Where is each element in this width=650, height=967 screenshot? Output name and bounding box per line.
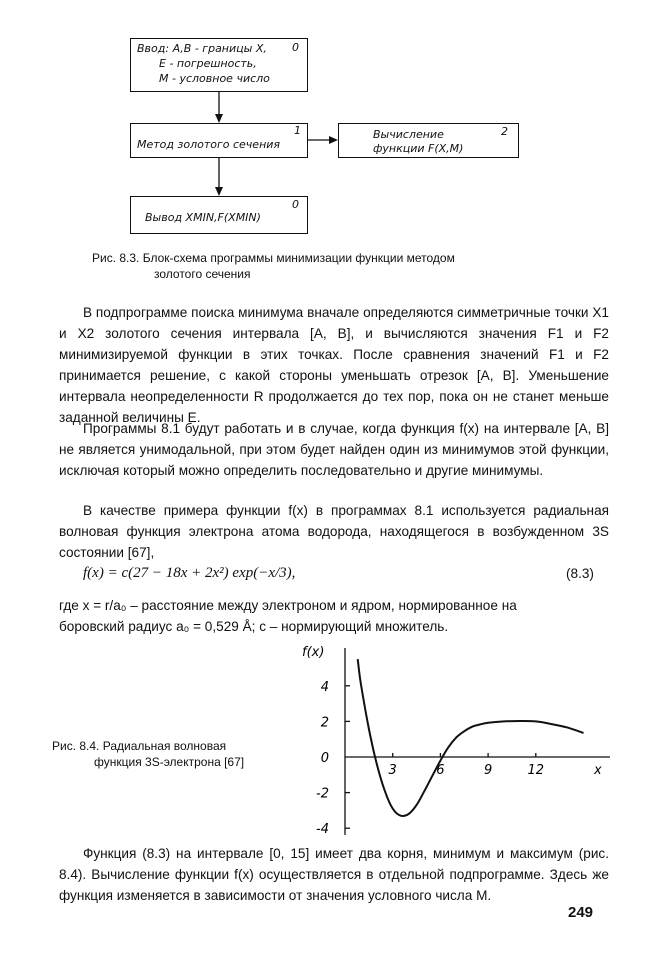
y-tick-label: 0 [320,751,329,766]
y-axis-label: f(x) [302,645,325,660]
flowchart-arrows [0,0,650,260]
fig84-caption-line1: Рис. 8.4. Радиальная волновая [52,739,227,753]
y-tick-label: -4 [316,822,329,838]
function-box-line2: функции F(X,M) [373,142,464,155]
fig84-caption-line2: функция 3S-электрона [67] [94,755,245,769]
x-axis-label: x [594,763,602,778]
x-tick-label: 3 [388,763,397,778]
equation-number: (8.3) [566,566,594,581]
paragraph-3: В качестве примера функции f(x) в программах 8.1 используется радиальная волновая функция электрона атома водорода, находящегося в возбужденном 3S состоянии [67], [59,503,609,560]
fig84-caption [52,738,292,770]
function-box-index: 2 [501,125,508,138]
paragraph-2: Программы 8.1 будут работать и в случае, когда функция f(x) на интервале [A, B] не является унимодальной, при этом будет найден один из минимумов этой функции, исключая который можно определить последовательно и другие минимумы. [59,421,609,478]
fig83-caption [92,250,592,282]
radial-wavefunction-chart [290,640,620,840]
y-tick-label: 2 [320,715,329,731]
paragraph-4-line2: боровский радиус a₀ = 0,529 Å; c – нормирующий множитель. [59,619,449,634]
x-tick-label: 6 [436,763,445,778]
input-box-index: 0 [292,41,299,54]
output-box-index: 0 [292,198,299,211]
paragraph-5: Функция (8.3) на интервале [0, 15] имеет два корня, минимум и максимум (рис. 8.4). Вычисление функции f(x) осуществляется в отдельной подпрограмме. Здесь же функция изменяется в зависимости от значения условного числа M. [59,846,609,903]
equation-8-3: f(x) = c(27 − 18x + 2x²) exp(−x/3), [83,565,296,581]
fig83-caption-line2: золотого сечения [154,267,251,281]
golden-section-label: Метод золотого сечения [137,138,281,151]
arrowhead-method-to-output [215,187,223,196]
paragraph-4-line1: где x = r/a₀ – расстояние между электроном и ядром, нормированное на [59,598,517,613]
input-box-line2: E - погрешность, [159,57,257,70]
paragraph-1: В подпрограмме поиска минимума вначале определяются симметричные точки X1 и X2 золотого сечения интервала [A, B], и вычисляются значения F1 и F2 минимизируемой функции в этих точках. После сравнения значений F1 и F2 принимается решение, с какой стороны уменьшать отрезок [A, B]. Уменьшение интервала неопределенности R продолжается до тех пор, пока он не станет меньше заданной величины E. [59,305,609,425]
x-tick-label: 9 [483,763,493,778]
series-line-fx [358,659,584,816]
input-box-line3: M - условное число [159,72,270,85]
y-tick-label: -2 [316,786,329,802]
golden-section-index: 1 [294,124,301,137]
output-box-label: Вывод XMIN,F(XMIN) [145,211,261,224]
arrowhead-method-to-function [329,136,338,144]
input-box-line1: Ввод: A,B - границы X, [137,42,267,55]
function-box-line1: Вычисление [373,128,444,141]
arrowhead-input-to-method [215,114,223,123]
x-tick-label: 12 [527,763,545,778]
fig83-caption-line1: Рис. 8.3. Блок-схема программы минимизации функции методом [92,251,455,265]
page-number: 249 [568,904,594,921]
y-tick-label: 4 [320,679,329,695]
